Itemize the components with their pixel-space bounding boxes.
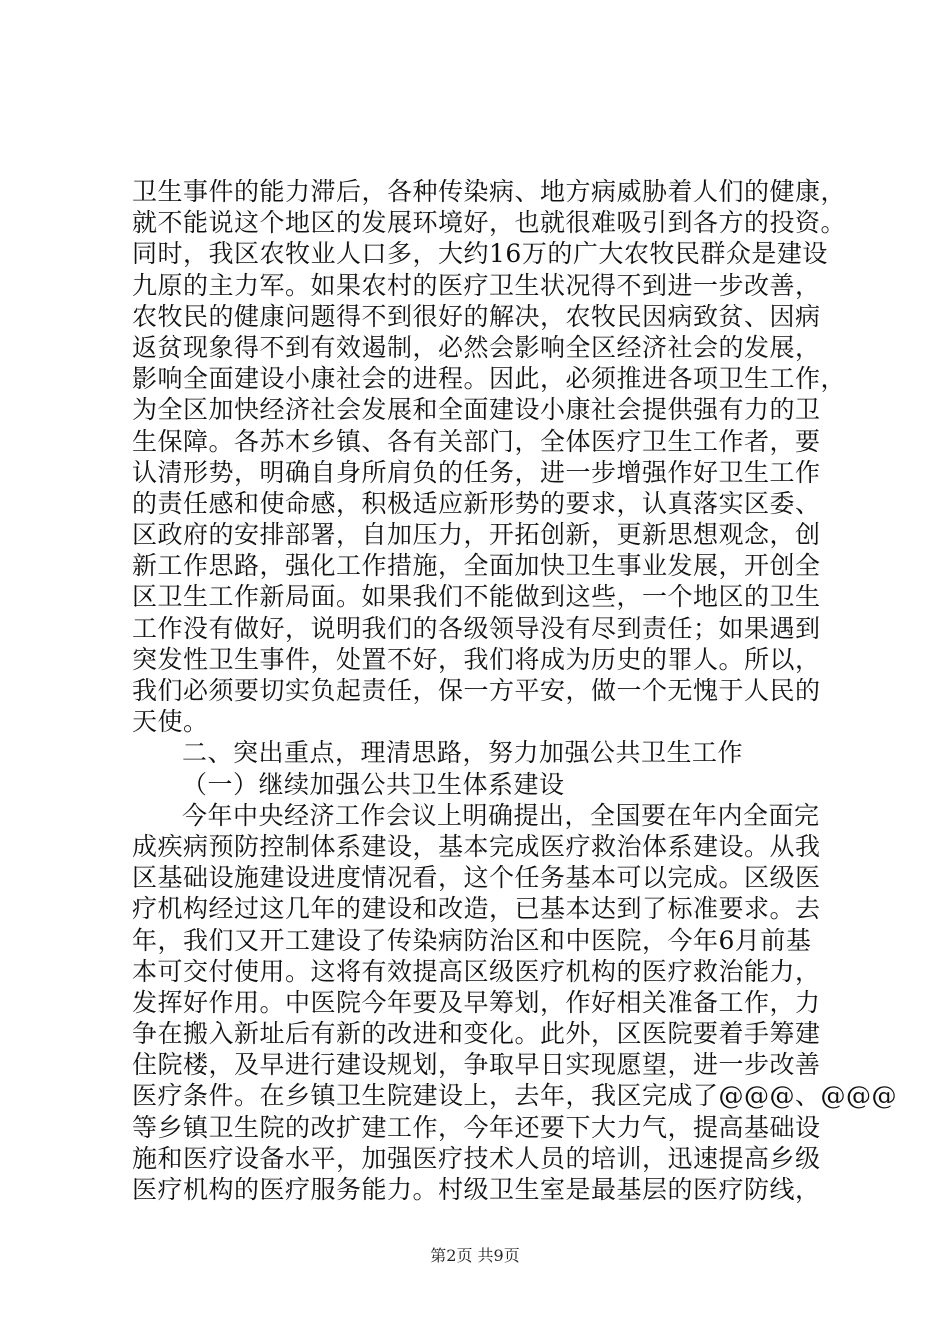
text-line: 认清形势，明确自身所肩负的任务，进一步增强作好卫生工作 xyxy=(132,457,821,487)
text-line: 工作没有做好，说明我们的各级领导没有尽到责任；如果遇到 xyxy=(132,613,821,643)
subsection-heading: （一）继续加强公共卫生体系建设 xyxy=(182,769,565,799)
text-line: 九原的主力军。如果农村的医疗卫生状况得不到进一步改善， xyxy=(132,270,821,300)
text-line: 医疗条件。在乡镇卫生院建设上，去年，我区完成了@@@、@@@ xyxy=(132,1081,898,1111)
text-line: 新工作思路，强化工作措施，全面加快卫生事业发展，开创全 xyxy=(132,551,821,581)
text-line: 今年中央经济工作会议上明确提出，全国要在年内全面完 xyxy=(182,800,820,830)
text-line: 的责任感和使命感，积极适应新形势的要求，认真落实区委、 xyxy=(132,488,821,518)
text-line: 住院楼，及早进行建设规划，争取早日实现愿望，进一步改善 xyxy=(132,1050,821,1080)
text-line: 区基础设施建设进度情况看，这个任务基本可以完成。区级医 xyxy=(132,863,821,893)
text-line: 天使。 xyxy=(132,707,209,737)
text-line: 突发性卫生事件，处置不好，我们将成为历史的罪人。所以， xyxy=(132,644,821,674)
text-line: 疗机构经过这几年的建设和改造，已基本达到了标准要求。去 xyxy=(132,894,821,924)
text-line: 我们必须要切实负起责任，保一方平安，做一个无愧于人民的 xyxy=(132,676,821,705)
text-line: 影响全面建设小康社会的进程。因此，必须推进各项卫生工作， xyxy=(132,364,847,394)
text-line: 同时，我区农牧业人口多，大约16万的广大农牧民群众是建设 xyxy=(132,239,828,269)
text-line: 卫生事件的能力滞后，各种传染病、地方病威胁着人们的健康， xyxy=(132,177,847,206)
text-line: 发挥好作用。中医院今年要及早筹划，作好相关准备工作，力 xyxy=(132,987,821,1017)
page-number-footer: 第2页 共9页 xyxy=(430,1246,520,1265)
text-line: 区政府的安排部署，自加压力，开拓创新，更新思想观念，创 xyxy=(132,520,821,550)
text-line: 医疗机构的医疗服务能力。村级卫生室是最基层的医疗防线， xyxy=(132,1175,821,1204)
section-heading: 二、突出重点，理清思路，努力加强公共卫生工作 xyxy=(182,738,744,768)
text-line: 争在搬入新址后有新的改进和变化。此外，区医院要着手筹建 xyxy=(132,1019,821,1049)
text-line: 成疾病预防控制体系建设，基本完成医疗救治体系建设。从我 xyxy=(132,831,821,861)
text-line: 就不能说这个地区的发展环境好，也就很难吸引到各方的投资。 xyxy=(132,208,847,238)
text-line: 施和医疗设备水平，加强医疗技术人员的培训，迅速提高乡级 xyxy=(132,1143,821,1173)
body-text xyxy=(132,176,898,1205)
text-line: 年，我们又开工建设了传染病防治区和中医院，今年6月前基 xyxy=(132,925,812,955)
text-line: 区卫生工作新局面。如果我们不能做到这些，一个地区的卫生 xyxy=(132,582,821,612)
text-line: 农牧民的健康问题得不到很好的解决，农牧民因病致贫、因病 xyxy=(132,301,821,331)
text-line: 返贫现象得不到有效遏制，必然会影响全区经济社会的发展， xyxy=(132,332,821,362)
text-line: 等乡镇卫生院的改扩建工作，今年还要下大力气，提高基础设 xyxy=(132,1112,821,1142)
text-line: 为全区加快经济社会发展和全面建设小康社会提供强有力的卫 xyxy=(132,395,821,425)
text-line: 本可交付使用。这将有效提高区级医疗机构的医疗救治能力， xyxy=(132,956,821,986)
text-line: 生保障。各苏木乡镇、各有关部门，全体医疗卫生工作者，要 xyxy=(132,426,821,456)
